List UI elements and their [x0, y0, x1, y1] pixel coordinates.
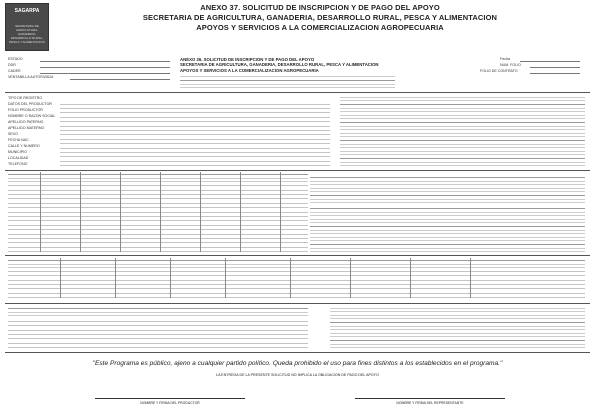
- field-label-ddr: DDR: [8, 63, 16, 67]
- column-divider: [470, 258, 471, 298]
- field-label: MUNICIPIO: [8, 150, 27, 154]
- declaration-text: [340, 96, 585, 166]
- divider: [5, 255, 590, 256]
- payment-column-headers: [8, 306, 308, 316]
- field-label: APELLIDO PATERNO: [8, 120, 44, 124]
- form-title: ANEXO 37. SOLICITUD DE INSCRIPCION Y DE PAGO DEL APOYO: [200, 3, 440, 12]
- section-fields: [180, 74, 395, 88]
- field-line[interactable]: [40, 61, 170, 62]
- field-label: NOMBRE O RAZON SOCIAL: [8, 114, 56, 118]
- table-column-headers: [8, 172, 308, 182]
- options-text-1: [310, 175, 585, 203]
- section-header: [180, 57, 395, 73]
- invoice-table[interactable]: [8, 270, 585, 298]
- section-line-2: SECRETARIA DE AGRICULTURA, GANADERIA, DESARROLLO RURAL, PESCA Y ALIMENTACION: [180, 62, 379, 68]
- productor-field-lines[interactable]: [60, 100, 180, 166]
- signature-line-representante[interactable]: [355, 398, 505, 399]
- divider: [5, 92, 590, 93]
- field-label-cader: CADER: [8, 69, 21, 73]
- divider: [5, 352, 590, 353]
- field-label-estado: ESTADO: [8, 57, 23, 61]
- column-divider: [225, 258, 226, 298]
- field-line[interactable]: [70, 79, 170, 80]
- field-label-contrato: FOLIO DE CONTRATO: [480, 69, 518, 73]
- data-table[interactable]: [8, 184, 308, 252]
- column-divider: [350, 258, 351, 298]
- field-label: FOLIO PRODUCTOR: [8, 108, 43, 112]
- invoice-column-headers: [8, 258, 585, 268]
- signature-label-representante: NOMBRE Y FIRMA DEL REPRESENTANTE: [396, 401, 464, 405]
- column-divider: [170, 258, 171, 298]
- section-line-3: APOYOS Y SERVICIOS A LA COMERCIALIZACION AGROPECUARIA: [180, 67, 319, 73]
- footer-legend: "Este Programa es público, ajeno a cualquier partido político. Queda prohibido el uso para fines distintos a los establecidos en el programa.": [92, 360, 503, 367]
- logo-subtitle: SECRETARIA DE AGRICULTURA, GANADERIA, DESARROLLO RURAL, PESCA Y ALIMENTACION: [9, 24, 45, 44]
- field-label: APELLIDO MATERNO: [8, 126, 45, 130]
- signature-label-productor: NOMBRE Y FIRMA DEL PRODUCTOR: [140, 401, 200, 405]
- field-label-ventanilla: VENTANILLA AUTORIZADA: [8, 75, 54, 79]
- divider: [5, 303, 590, 304]
- field-label-folio: NUM. FOLIO: [500, 63, 521, 67]
- field-label: CALLE Y NUMERO: [8, 144, 40, 148]
- signature-line-productor[interactable]: [95, 398, 245, 399]
- program-title: APOYOS Y SERVICIOS A LA COMERCIALIZACION AGROPECUARIA: [196, 23, 444, 32]
- center-field-lines[interactable]: [180, 100, 330, 166]
- field-label-fecha: Fecha: [500, 57, 510, 61]
- column-divider: [290, 258, 291, 298]
- sagarpa-logo: [5, 3, 49, 51]
- column-divider: [115, 258, 116, 298]
- field-line[interactable]: [520, 61, 580, 62]
- field-label: DATOS DEL PRODUCTOR: [8, 102, 52, 106]
- field-label: LOCALIDAD: [8, 156, 29, 160]
- column-divider: [410, 258, 411, 298]
- field-line[interactable]: [40, 73, 170, 74]
- field-label: SEXO: [8, 132, 18, 136]
- field-label: FECHA NAC.: [8, 138, 30, 142]
- field-line[interactable]: [530, 73, 580, 74]
- options-text-2: [310, 208, 585, 252]
- bank-details: [330, 306, 585, 348]
- logo-name: SAGARPA: [14, 8, 40, 14]
- field-label: TIPO DE REGISTRO: [8, 96, 43, 100]
- payment-table[interactable]: [8, 318, 308, 348]
- field-line[interactable]: [530, 67, 580, 68]
- divider: [5, 170, 590, 171]
- field-label: TELEFONO: [8, 162, 28, 166]
- column-divider: [60, 258, 61, 298]
- field-line[interactable]: [40, 67, 170, 68]
- footer-disclaimer: LA ENTREGA DE LA PRESENTE SOLICITUD NO IMPLICA LA OBLIGACION DE PAGO DEL APOYO: [216, 373, 379, 377]
- anexo-line: ANEXO 26. SOLICITUD DE INSCRIPCION Y DE PAGO DEL APOYO: [180, 57, 315, 62]
- ministry-title: SECRETARIA DE AGRICULTURA, GANADERIA, DESARROLLO RURAL, PESCA Y ALIMENTACION: [142, 13, 498, 22]
